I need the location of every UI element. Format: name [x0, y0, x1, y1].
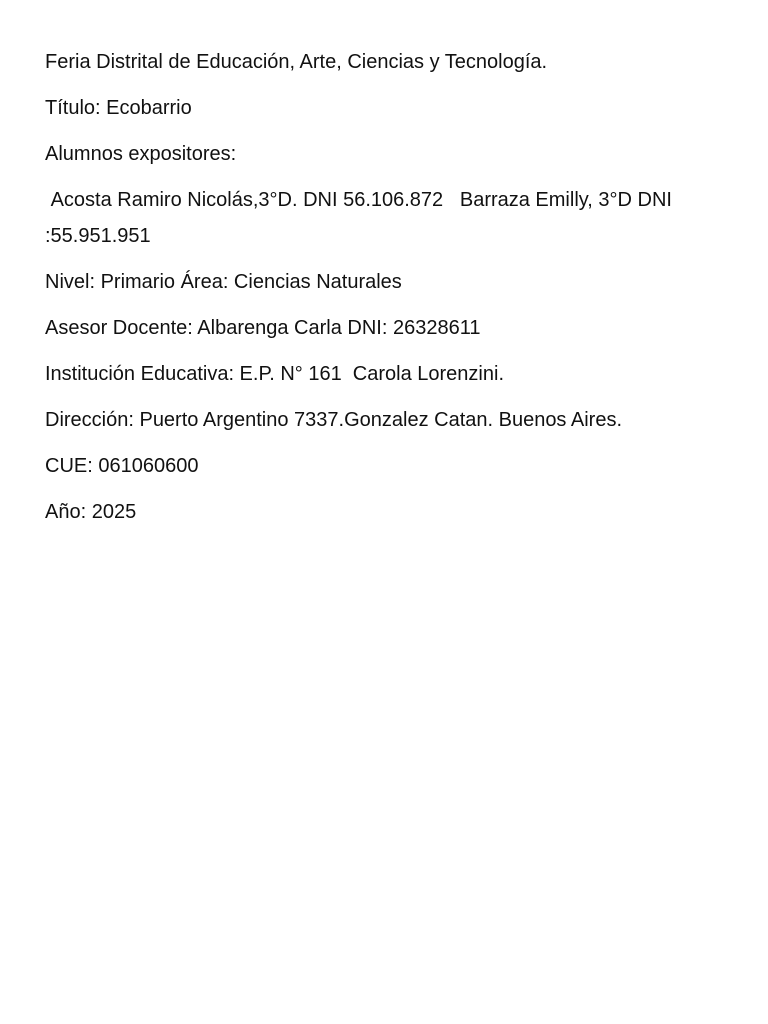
cue-code: CUE: 061060600 — [45, 455, 199, 477]
students-list: Acosta Ramiro Nicolás,3°D. DNI 56.106.872 Barraza Emilly, 3°D DNI :55.951.951 — [45, 189, 678, 247]
students-heading: Alumnos expositores: — [45, 143, 237, 165]
project-title: Título: Ecobarrio — [45, 97, 192, 119]
address: Dirección: Puerto Argentino 7337.Gonzalez Catan. Buenos Aires. — [45, 409, 623, 431]
fair-title: Feria Distrital de Educación, Arte, Ciencias y Tecnología. — [45, 51, 548, 73]
year: Año: 2025 — [45, 501, 137, 523]
level-area: Nivel: Primario Área: Ciencias Naturales — [45, 271, 402, 293]
advisor: Asesor Docente: Albarenga Carla DNI: 26328611 — [45, 317, 481, 339]
institution: Institución Educativa: E.P. N° 161 Carola Lorenzini. — [45, 363, 504, 385]
document-body — [45, 44, 705, 540]
